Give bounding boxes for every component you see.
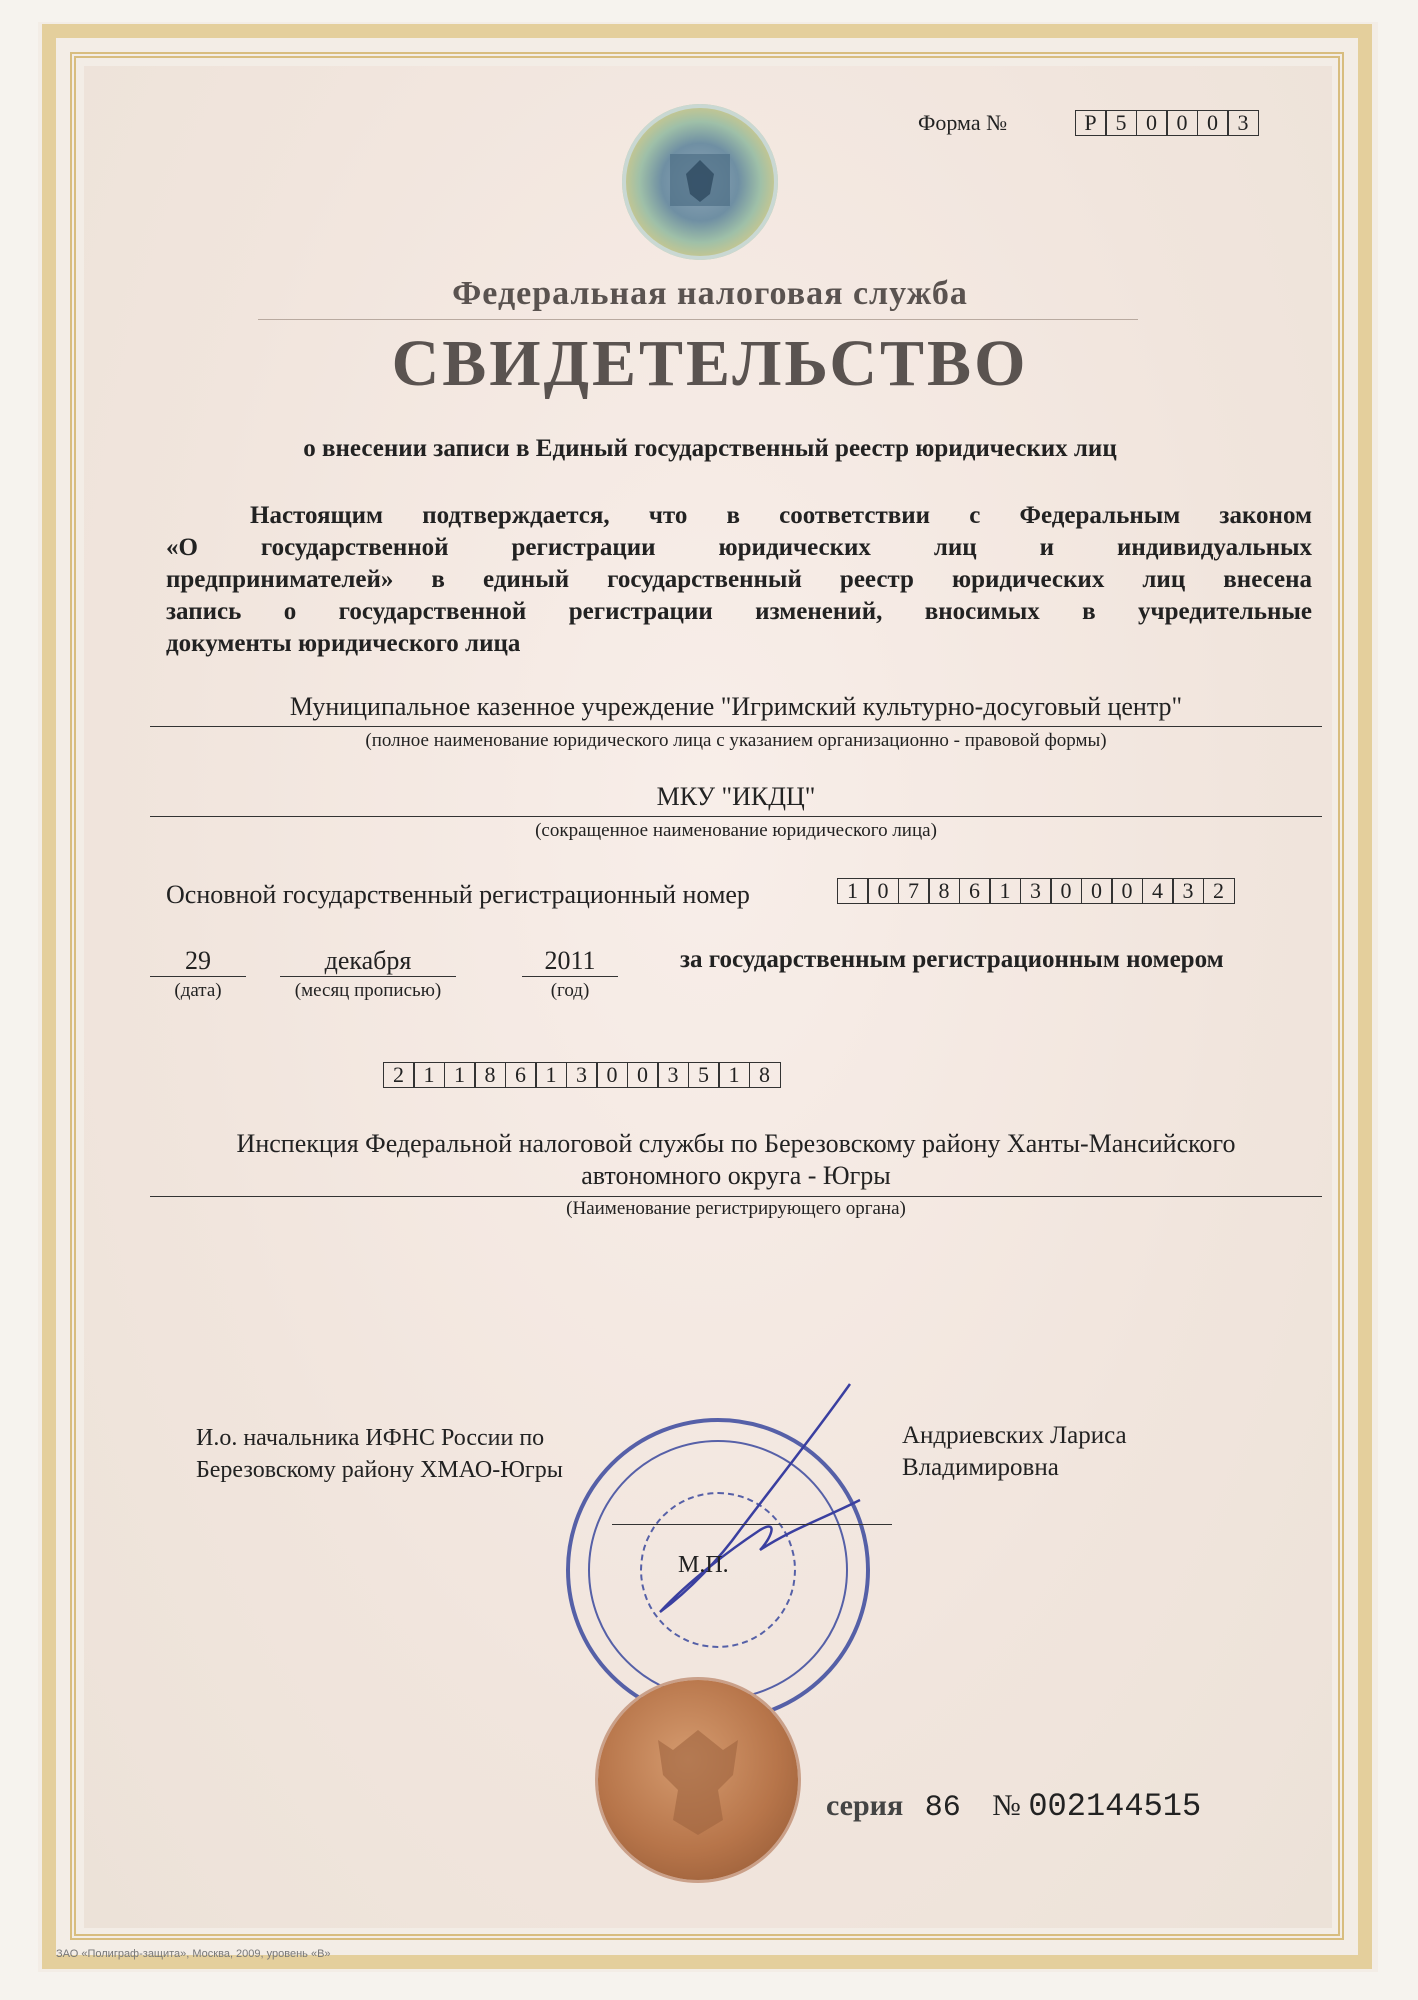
ogrn-digit: 0 xyxy=(867,878,899,904)
agency-divider xyxy=(258,319,1138,320)
date-month-value: декабря xyxy=(324,946,412,975)
date-year-field xyxy=(522,946,618,977)
ogrn-digit: 3 xyxy=(1172,878,1204,904)
ogrn-digit: 0 xyxy=(1081,878,1113,904)
date-day-caption: (дата) xyxy=(174,980,222,1001)
date-year-caption: (год) xyxy=(550,980,590,1001)
form-number-digit: 0 xyxy=(1136,110,1168,136)
signature-line xyxy=(612,1524,892,1525)
ogrn-digit: 2 xyxy=(1203,878,1235,904)
ogrn-digit: 0 xyxy=(1050,878,1082,904)
authority-caption: (Наименование регистрирующего органа) xyxy=(566,1198,906,1219)
authority-field xyxy=(150,1128,1322,1197)
short-name-field xyxy=(150,782,1322,817)
reg-number-digit: 1 xyxy=(413,1062,445,1088)
form-number-digit: Р xyxy=(1075,110,1107,136)
confirmation-paragraph xyxy=(166,500,1312,660)
ogrn-digit: 4 xyxy=(1142,878,1174,904)
reg-number-digit: 1 xyxy=(535,1062,567,1088)
reg-number-digit: 6 xyxy=(505,1062,537,1088)
position-line: Березовскому району ХМАО-Югры xyxy=(196,1457,563,1483)
authority-line: Инспекция Федеральной налоговой службы по Березовскому району Ханты-Мансийского xyxy=(236,1129,1236,1158)
date-day-value: 29 xyxy=(185,946,211,975)
reg-number-digit: 3 xyxy=(566,1062,598,1088)
ogrn-label: Основной государственный регистрационный номер xyxy=(166,880,750,909)
signatory-name xyxy=(902,1420,1127,1484)
date-day-field xyxy=(150,946,246,977)
ogrn-digit: 6 xyxy=(959,878,991,904)
stamp-place-label: М.П. xyxy=(678,1552,729,1578)
short-name-caption: (сокращенное наименование юридического лица) xyxy=(535,820,937,841)
form-number-boxes xyxy=(1076,110,1259,136)
name-line: Владимировна xyxy=(902,1454,1059,1481)
ogrn-digit: 3 xyxy=(1020,878,1052,904)
reg-number-digit: 0 xyxy=(596,1062,628,1088)
series-value: 86 xyxy=(924,1791,961,1825)
number-value: 002144515 xyxy=(1028,1788,1202,1825)
reg-number-digit: 1 xyxy=(444,1062,476,1088)
form-number-digit: 3 xyxy=(1227,110,1259,136)
copper-emblem-seal-icon xyxy=(598,1680,798,1880)
ogrn-digit: 8 xyxy=(928,878,960,904)
paragraph-line: запись о государственной регистрации изменений, вносимых в учредительные xyxy=(166,598,1312,625)
reg-number-digit: 1 xyxy=(718,1062,750,1088)
ogrn-digit: 1 xyxy=(989,878,1021,904)
ogrn-digit: 0 xyxy=(1111,878,1143,904)
agency-name: Федеральная налоговая служба xyxy=(452,275,968,312)
paragraph-line: «О государственной регистрации юридических лиц и индивидуальных xyxy=(166,534,1312,561)
ogrn-digit: 1 xyxy=(837,878,869,904)
reg-number-digit: 3 xyxy=(657,1062,689,1088)
authority-line: автономного округа - Югры xyxy=(581,1161,891,1190)
handwritten-signature-icon xyxy=(620,1380,880,1620)
full-name-value: Муниципальное казенное учреждение "Игримский культурно-досуговый центр" xyxy=(289,692,1183,721)
form-label: Форма № xyxy=(918,110,1008,135)
paragraph-line: Настоящим подтверждается, что в соответствии с Федеральным законом xyxy=(250,502,1312,529)
paragraph-line: предпринимателей» в единый государственный реестр юридических лиц внесена xyxy=(166,566,1312,593)
reg-number-digit: 0 xyxy=(627,1062,659,1088)
name-line: Андриевских Лариса xyxy=(902,1422,1127,1449)
paragraph-line: документы юридического лица xyxy=(166,630,521,657)
full-name-caption: (полное наименование юридического лица с указанием организационно - правовой формы) xyxy=(365,730,1107,751)
number-label: № xyxy=(992,1789,1021,1822)
short-name-value: МКУ "ИКДЦ" xyxy=(656,782,816,811)
ogrn-digit: 7 xyxy=(898,878,930,904)
date-month-caption: (месяц прописью) xyxy=(294,980,442,1001)
form-number-digit: 5 xyxy=(1105,110,1137,136)
ogrn-boxes xyxy=(838,878,1235,904)
reg-number-label: за государственным регистрационным номером xyxy=(680,946,1224,973)
series-block xyxy=(826,1788,1201,1825)
position-line: И.о. начальника ИФНС России по xyxy=(196,1425,545,1451)
date-month-field xyxy=(280,946,456,977)
form-number-digit: 0 xyxy=(1166,110,1198,136)
form-number-digit: 0 xyxy=(1197,110,1229,136)
signatory-position xyxy=(196,1422,563,1486)
reg-number-digit: 8 xyxy=(749,1062,781,1088)
reg-number-digit: 8 xyxy=(474,1062,506,1088)
date-year-value: 2011 xyxy=(544,946,596,975)
reg-number-boxes xyxy=(384,1062,781,1088)
full-name-field xyxy=(150,692,1322,727)
printer-info: ЗАО «Полиграф-защита», Москва, 2009, уровень «В» xyxy=(56,1948,331,1960)
reg-number-digit: 5 xyxy=(688,1062,720,1088)
reg-number-digit: 2 xyxy=(383,1062,415,1088)
series-label: серия xyxy=(826,1789,904,1822)
certificate-title: СВИДЕТЕЛЬСТВО xyxy=(391,327,1029,400)
hologram-emblem-icon xyxy=(622,104,778,260)
certificate-subtitle: о внесении записи в Единый государственный реестр юридических лиц xyxy=(303,435,1117,462)
